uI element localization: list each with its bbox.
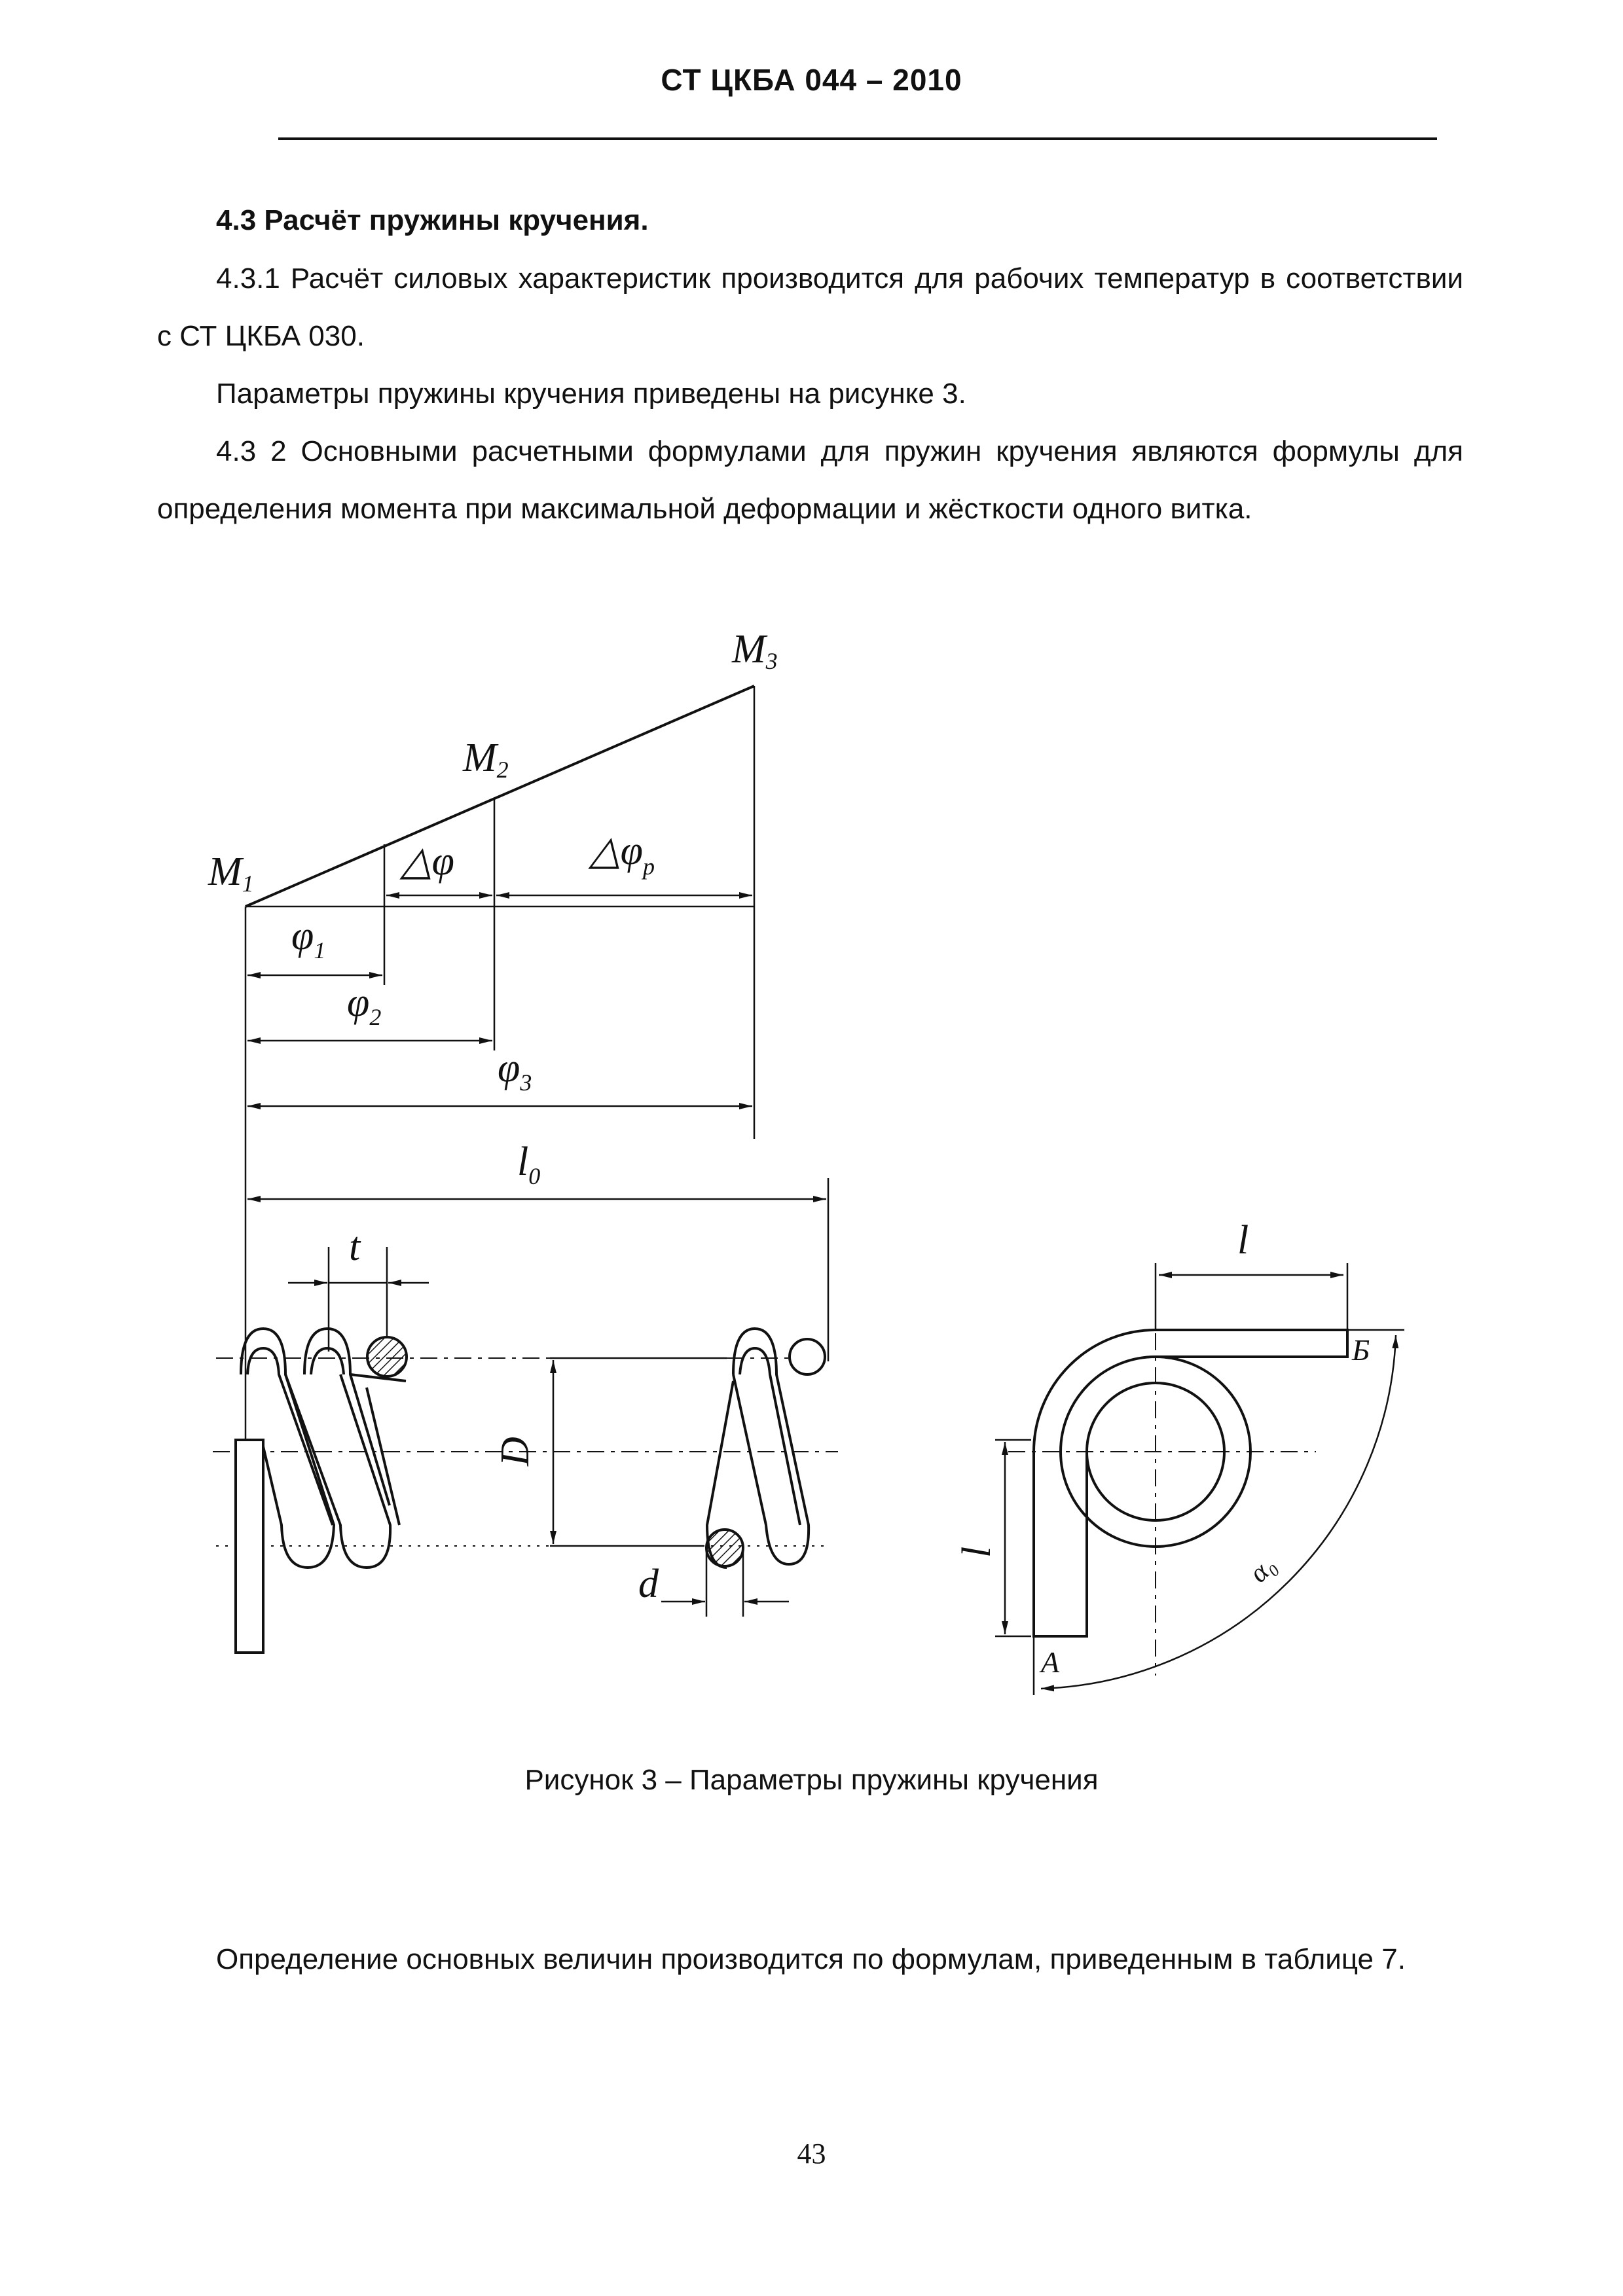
- d-label: d: [638, 1562, 659, 1606]
- paragraph-4-3-1: 4.3.1 Расчёт силовых характеристик производится для рабочих температур в соответствии с СТ ЦКБА 030.: [157, 262, 1463, 352]
- coil-lower-1: [263, 1374, 334, 1568]
- moment-line: [246, 686, 754, 906]
- paragraph-4-3-2: 4.3 2 Основными расчетными формулами для пружин кручения являются формулы для определения момента при максимальной деформации и жёсткости одного витка.: [157, 435, 1463, 525]
- leg-B: [1156, 1330, 1347, 1357]
- paragraph-figure-reference: Параметры пружины кручения приведены на рисунке 3.: [216, 378, 966, 410]
- m2-label: M2: [463, 736, 509, 783]
- A-label: A: [1041, 1645, 1060, 1679]
- l-side-label: l: [955, 1546, 999, 1558]
- spring-leg: [236, 1440, 263, 1653]
- delta-phi-p-label: $\triangle\varphi_p$: [589, 829, 655, 880]
- spring-side-view: [213, 1225, 838, 1653]
- phi1-label: $\varphi_1$: [291, 914, 326, 963]
- m3-label: M3: [732, 627, 778, 674]
- moment-diagram: [208, 627, 828, 1653]
- D-label: D: [493, 1437, 538, 1466]
- delta-phi-label: △φ: [401, 839, 454, 884]
- figure-caption: Рисунок 3 – Параметры пружины кручения: [524, 1764, 1099, 1796]
- alpha0-label: α₀: [1243, 1550, 1282, 1589]
- phi3-label: $\varphi_3$: [498, 1046, 532, 1096]
- page-number: 43: [797, 2138, 826, 2170]
- spring-end-view: [955, 1218, 1404, 1695]
- section-heading: 4.3 Расчёт пружины кручения.: [216, 204, 649, 236]
- wire-section-bottom: [706, 1530, 743, 1566]
- l0-label: $l_0$: [517, 1139, 541, 1189]
- paragraph-formulas-reference: Определение основных величин производится по формулам, приведенным в таблице 7.: [216, 1943, 1406, 1975]
- wire-section-left: [367, 1337, 407, 1376]
- document-code-header: СТ ЦКБА 044 – 2010: [661, 63, 962, 97]
- coil-inner-2: [311, 1348, 344, 1374]
- m1-label: M1: [208, 850, 254, 897]
- l-top-label: l: [1237, 1218, 1249, 1263]
- phi2-label: $\varphi_2$: [347, 980, 382, 1030]
- wire-end-section: [790, 1339, 825, 1374]
- t-label: t: [349, 1225, 361, 1269]
- B-label: Б: [1352, 1333, 1370, 1367]
- alpha0-arc: [1041, 1335, 1396, 1689]
